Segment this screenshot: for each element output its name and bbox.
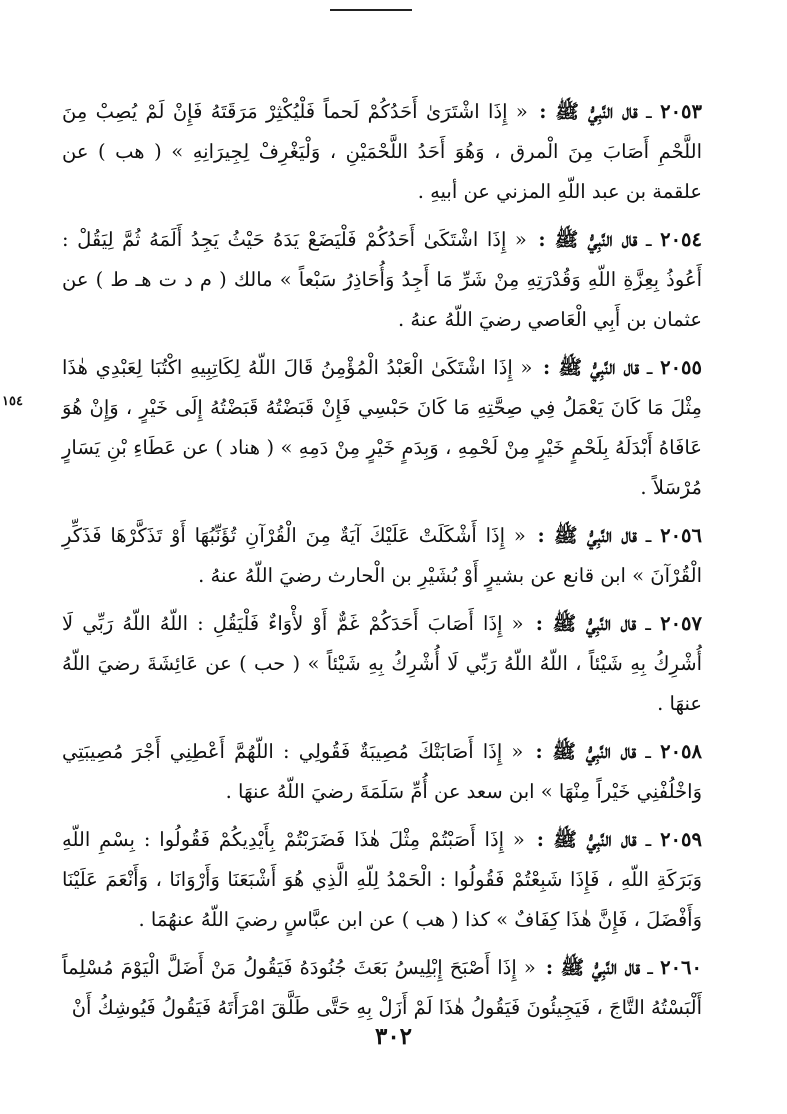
hadith-entry-2058: ٢٠٥٨ ـ قال النَّبِيُّ ﷺ : « إِذَا أَصَابَتْكَ مُصِيبَةٌ فَقُولِي : اللّهُمَّ أَعْطِنِي أَجْرَ مُصِيبَتِي وَاخْلُفْنِي خَيْراً مِنْهَا » ابن سعد عن أُمِّ سَلَمَةَ رضيَ اللّهُ عنهَا . (62, 740, 702, 803)
hadith-entry-2055: ٢٠٥٥ ـ قال النَّبِيُّ ﷺ : « إِذَا اشْتَكَىٰ الْعَبْدُ الْمُؤْمِنُ قَالَ اللّهُ لِكَاتِبِيهِ اكْتُبَا لِعَبْدِي هٰذَا مِثْلَ مَا كَانَ يَعْمَلُ فِي صِحَّتِهِ مَا كَانَ حَبْسِي فَإِنْ قَبَضْتُهُ قَبَضْتُهُ إِلَى خَيْرٍ ، وَإِنْ هُوَ عَافَاهُ أَبْدَلَهُ بِلَحْمٍ خَيْرٍ مِنْ لَحْمِهِ ، وَبِدَمٍ خَيْرٍ مِنْ دَمِهِ » ( هناد ) عن عَطَاءِ بْنِ يَسَارٍ مُرْسَلاً . (62, 356, 703, 499)
entry-number: ٢٠٥٩ (660, 828, 702, 851)
entry-text: « إِذَا أَشْكَلَتْ عَلَيْكَ آيَةٌ مِنَ الْقُرْآنِ تُؤَنِّبُهَا أَوْ تَذَكَّرْهَا فَذَكِّرِ الْقُرْآنَ » ابن قانع عن بشيرٍ أَوْ بُشَيْرِ بن الْحارث رضيَ اللّهُ عنهُ . (62, 524, 702, 587)
entry-text: « إِذَا أَصَابَ أَحَدَكُمْ غَمٌّ أَوْ لأْوَاءٌ فَلْيَقُلِ : اللّهُ اللّهُ رَبِّي لَا أُشْرِكُ بِهِ شَيْئاً ، اللّهُ اللّهُ رَبِّي لَا أُشْرِكُ بِهِ شَيْئاً » ( حب ) عن عَائِشَةَ رضيَ اللّهُ عنهَا . (62, 612, 702, 715)
entry-speaker: قال النَّبِيُّ ﷺ : (535, 740, 637, 763)
top-rule (330, 9, 412, 11)
entry-number: ٢٠٥٦ (660, 524, 702, 547)
page-number: ٣٠٢ (374, 1023, 413, 1050)
hadith-entry-2059: ٢٠٥٩ ـ قال النَّبِيُّ ﷺ : « إِذَا أَصَبْتُمْ مِثْلَ هٰذَا فَضَرَبْتُمْ بِأَيْدِيكُمْ فَقُولُوا : بِسْمِ اللّهِ وَبَرَكَةِ اللّهِ ، فَإِذَا شَبِعْتُمْ فَقُولُوا : الْحَمْدُ لِلّهِ الَّذِي هُوَ أَشْبَعَنَا وَأَرْوَانَا ، وَأَنْعَمَ عَلَيْنَا وَأَفْضَلَ ، فَإِنَّ هٰذَا كِفَافٌ » كذا ( هب ) عن ابن عبَّاسٍ رضيَ اللّهُ عنهُمَا . (62, 828, 702, 931)
entry-number: ٢٠٥٣ (660, 100, 702, 123)
hadith-entry-2056: ٢٠٥٦ ـ قال النَّبِيُّ ﷺ : « إِذَا أَشْكَلَتْ عَلَيْكَ آيَةٌ مِنَ الْقُرْآنِ تُؤَنِّبُهَا أَوْ تَذَكَّرْهَا فَذَكِّرِ الْقُرْآنَ » ابن قانع عن بشيرٍ أَوْ بُشَيْرِ بن الْحارث رضيَ اللّهُ عنهُ . (62, 524, 702, 587)
entry-number: ٢٠٥٧ (660, 612, 702, 635)
entry-text: « إِذَا اشْتَكَىٰ أَحَدُكُمْ فَلْيَضَعْ يَدَهُ حَيْثُ يَجِدُ أَلَمَهُ ثُمَّ لِيَقُلْ : أَعُوذُ بِعِزَّةِ اللّهِ وَقُدْرَتِهِ مِنْ شَرِّ مَا أَجِدُ وَأُحَاذِرُ سَبْعاً » مالك ( م د ت هـ ط ) عن عثمان بن أَبِي الْعَاصي رضيَ اللّهُ عنهُ . (62, 228, 702, 331)
entry-speaker: قال النَّبِيُّ ﷺ : (538, 228, 638, 251)
entry-text: « إِذَا اشْتَكَىٰ الْعَبْدُ الْمُؤْمِنُ قَالَ اللّهُ لِكَاتِبِيهِ اكْتُبَا لِعَبْدِي هٰذَا مِثْلَ مَا كَانَ يَعْمَلُ فِي صِحَّتِهِ مَا كَانَ حَبْسِي فَإِنْ قَبَضْتُهُ قَبَضْتُهُ إِلَى خَيْرٍ ، وَإِنْ هُوَ عَافَاهُ أَبْدَلَهُ بِلَحْمٍ خَيْرٍ مِنْ لَحْمِهِ ، وَبِدَمٍ خَيْرٍ مِنْ دَمِهِ » ( هناد ) عن عَطَاءِ بْنِ يَسَارٍ مُرْسَلاً . (62, 356, 702, 499)
entry-text: « إِذَا أَصَبْتُمْ مِثْلَ هٰذَا فَضَرَبْتُمْ بِأَيْدِيكُمْ فَقُولُوا : بِسْمِ اللّهِ وَبَرَكَةِ اللّهِ ، فَإِذَا شَبِعْتُمْ فَقُولُوا : الْحَمْدُ لِلّهِ الَّذِي هُوَ أَشْبَعَنَا وَأَرْوَانَا ، وَأَنْعَمَ عَلَيْنَا وَأَفْضَلَ ، فَإِنَّ هٰذَا كِفَافٌ » كذا ( هب ) عن ابن عبَّاسٍ رضيَ اللّهُ عنهُمَا . (62, 828, 702, 931)
entry-speaker: قال النَّبِيُّ ﷺ : (536, 828, 637, 851)
page-body (62, 92, 702, 1036)
hadith-entry-2054: ٢٠٥٤ ـ قال النَّبِيُّ ﷺ : « إِذَا اشْتَكَىٰ أَحَدُكُمْ فَلْيَضَعْ يَدَهُ حَيْثُ يَجِدُ أَلَمَهُ ثُمَّ لِيَقُلْ : أَعُوذُ بِعِزَّةِ اللّهِ وَقُدْرَتِهِ مِنْ شَرِّ مَا أَجِدُ وَأُحَاذِرُ سَبْعاً » مالك ( م د ت هـ ط ) عن عثمان بن أَبِي الْعَاصي رضيَ اللّهُ عنهُ . (62, 228, 702, 331)
entry-number: ٢٠٥٨ (660, 740, 702, 763)
entry-speaker: قال النَّبِيُّ ﷺ : (545, 956, 641, 979)
margin-mark: ١٥٤ (2, 394, 23, 409)
entry-speaker: قال النَّبِيُّ ﷺ : (543, 356, 640, 379)
entry-speaker: قال النَّبِيُّ ﷺ : (539, 100, 638, 123)
hadith-entry-2060: ٢٠٦٠ ـ قال النَّبِيُّ ﷺ : « إِذَا أَصْبَحَ إِبْلِيسُ بَعَثَ جُنُودَهُ فَيَقُولُ مَنْ أَضَلَّ الْيَوْمَ مُسْلِماً أَلْبَسْتُهُ التَّاجَ ، فَيَجِيئُونَ فَيَقُولُ هٰذَا لَمْ أَزَلْ بِهِ حَتَّى طَلَّقَ امْرَأَتَهُ فَيَقُولُ فَيُوشِكُ أَنْ (62, 956, 702, 1019)
entry-number: ٢٠٥٤ (660, 228, 702, 251)
entry-number: ٢٠٦٠ (660, 956, 702, 979)
hadith-entry-2057: ٢٠٥٧ ـ قال النَّبِيُّ ﷺ : « إِذَا أَصَابَ أَحَدَكُمْ غَمٌّ أَوْ لأْوَاءٌ فَلْيَقُلِ : اللّهُ اللّهُ رَبِّي لَا أُشْرِكُ بِهِ شَيْئاً ، اللّهُ اللّهُ رَبِّي لَا أُشْرِكُ بِهِ شَيْئاً » ( حب ) عن عَائِشَةَ رضيَ اللّهُ عنهَا . (62, 612, 702, 715)
entry-speaker: قال النَّبِيُّ ﷺ : (535, 612, 637, 635)
entry-number: ٢٠٥٥ (660, 356, 703, 379)
entry-text: « إِذَا أَصْبَحَ إِبْلِيسُ بَعَثَ جُنُودَهُ فَيَقُولُ مَنْ أَضَلَّ الْيَوْمَ مُسْلِماً أَلْبَسْتُهُ التَّاجَ ، فَيَجِيئُونَ فَيَقُولُ هٰذَا لَمْ أَزَلْ بِهِ حَتَّى طَلَّقَ امْرَأَتَهُ فَيَقُولُ فَيُوشِكُ أَنْ (62, 956, 702, 1019)
entry-text: « إِذَا أَصَابَتْكَ مُصِيبَةٌ فَقُولِي : اللّهُمَّ أَعْطِنِي أَجْرَ مُصِيبَتِي وَاخْلُفْنِي خَيْراً مِنْهَا » ابن سعد عن أُمِّ سَلَمَةَ رضيَ اللّهُ عنهَا . (62, 740, 702, 803)
hadith-entry-2053: ٢٠٥٣ ـ قال النَّبِيُّ ﷺ : « إِذَا اشْتَرَىٰ أَحَدُكُمْ لَحماً فَلْيُكْثِرْ مَرَقَتَهُ فَإِنْ لَمْ يُصِبْ مِنَ اللَّحْمِ أَصَابَ مِنَ الْمرق ، وَهُوَ أَحَدُ اللَّحْمَيْنِ ، وَلْيَغْرِفْ لِجِيرَانِهِ » ( هب ) عن علقمة بن عبد اللّهِ المزني عن أبيهِ . (62, 100, 702, 203)
entry-speaker: قال النَّبِيُّ ﷺ : (537, 524, 637, 547)
entry-text: « إِذَا اشْتَرَىٰ أَحَدُكُمْ لَحماً فَلْيُكْثِرْ مَرَقَتَهُ فَإِنْ لَمْ يُصِبْ مِنَ اللَّحْمِ أَصَابَ مِنَ الْمرق ، وَهُوَ أَحَدُ اللَّحْمَيْنِ ، وَلْيَغْرِفْ لِجِيرَانِهِ » ( هب ) عن علقمة بن عبد اللّهِ المزني عن أبيهِ . (62, 100, 702, 203)
